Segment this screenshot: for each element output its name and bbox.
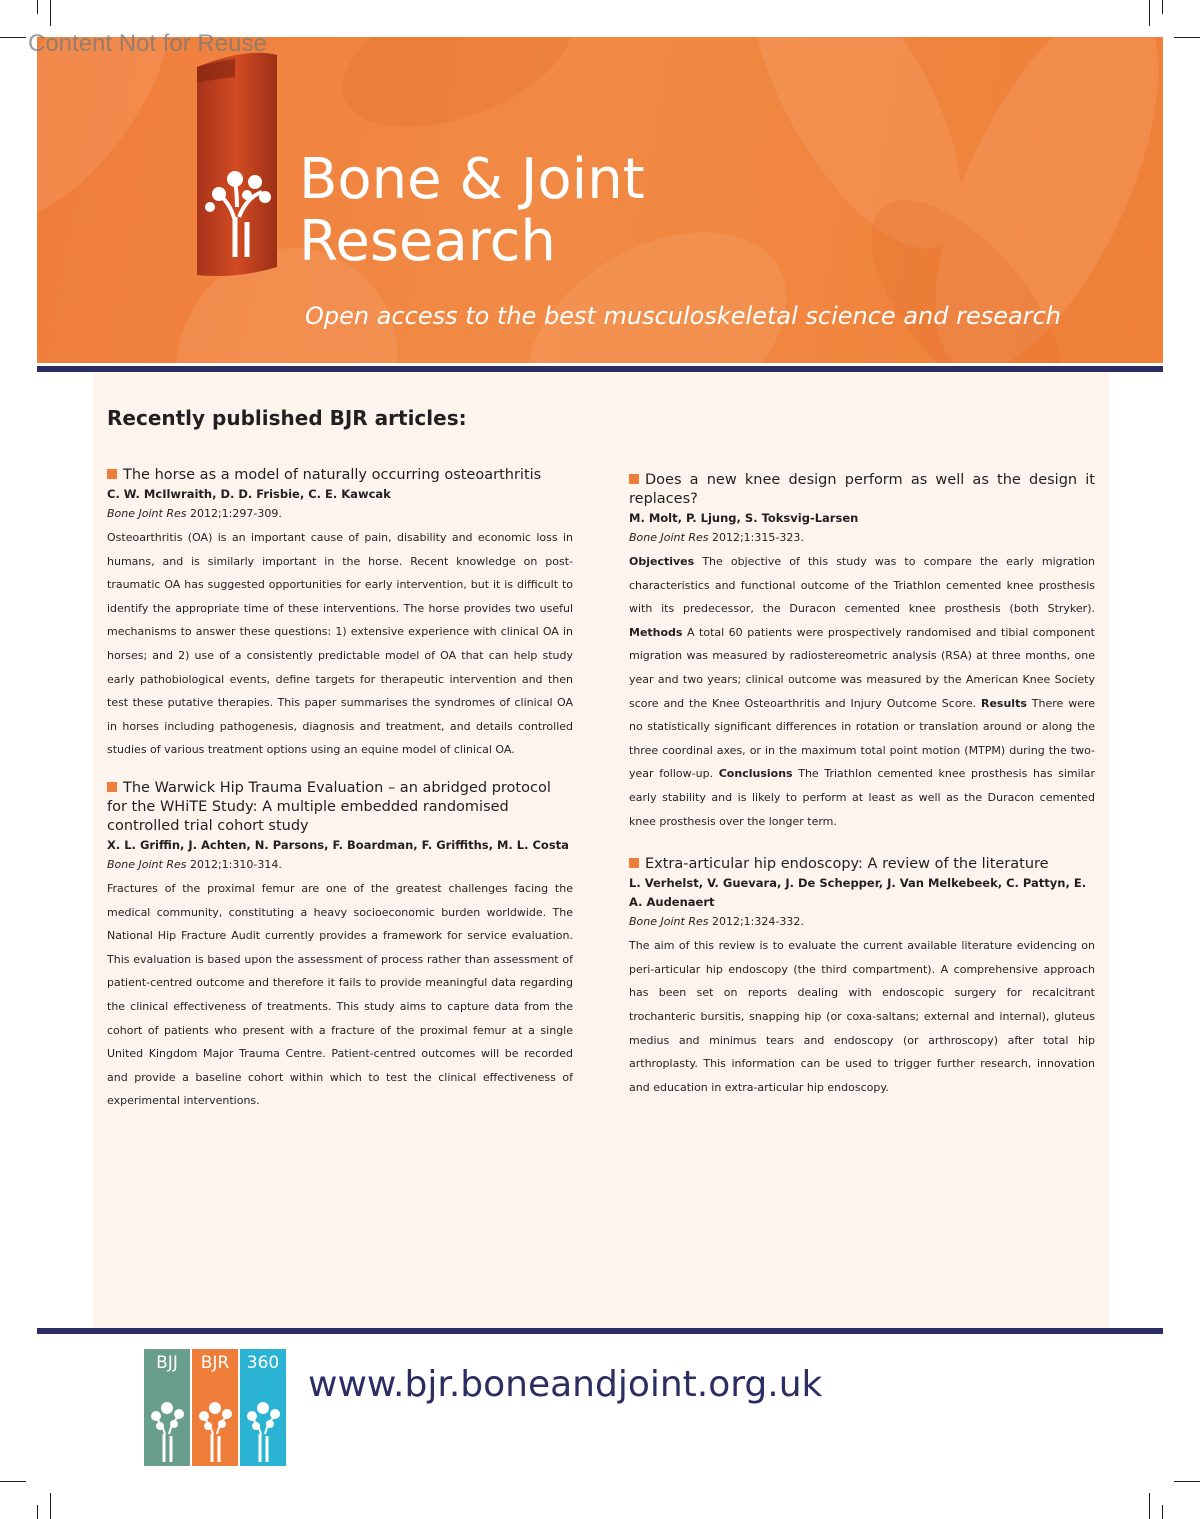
journal-abbrev: Bone Joint Res bbox=[107, 507, 187, 520]
article-abstract: The aim of this review is to evaluate the current available literature evidencing on peri-articular hip endoscopy (the third compartment). A comprehensive approach has been set on reports dealing with endoscopic surgery for recalcitrant trochanteric bursitis, snapping hip (or coxa-saltans; external and internal), gluteus medius and minimus tears and endoscopy (or arthroscopy) after total hip arthroplasty. This information can be used to trigger further research, innovation and education in extra-articular hip endoscopy. bbox=[629, 939, 1095, 1094]
journal-abbrev: Bone Joint Res bbox=[629, 915, 709, 929]
article-title[interactable] bbox=[107, 779, 573, 836]
crop-mark bbox=[37, 0, 38, 14]
article-card bbox=[629, 855, 1095, 1099]
abstract-section-text: There were no statistically significant differences in rotation or translation around or along the three coordinal axes, or in the maximum total point motion (MTPM) during the two-year follow-up. bbox=[629, 696, 1096, 781]
tree-icon bbox=[240, 1394, 286, 1464]
crop-mark bbox=[1174, 1481, 1200, 1482]
abstract-section-label: Methods bbox=[629, 625, 683, 639]
article-abstract: Osteoarthritis (OA) is an important cause of pain, disability and economic loss in humans, and is similarly important in the horse. Recent knowledge on post-traumatic OA has suggested opportunities for early intervention, but it is difficult to identify the appropriate time of these interventions. The horse provides two useful mechanisms to answer these questions: 1) extensive experience with clinical OA in horses; and 2) use of a consistently predictable model of OA that can help study early pathobiological events, define targets for therapeutic intervention and then test these putative therapies. This paper summarises the syndromes of clinical OA in horses including pathogenesis, diagnosis and treatment, and details controlled studies of various treatment options using an equine model of clinical OA. bbox=[107, 531, 573, 757]
article-title-text: Extra-articular hip endoscopy: A review of the literature bbox=[645, 856, 1049, 873]
crop-mark bbox=[1149, 1493, 1150, 1519]
journal-tagline: Open access to the best musculoskeletal science and research bbox=[305, 302, 1061, 330]
crop-mark bbox=[1149, 0, 1150, 26]
abstract-section-label: Results bbox=[981, 696, 1027, 710]
bjj360-logo[interactable] bbox=[240, 1349, 286, 1466]
journal-title-line1: Bone & Joint bbox=[299, 147, 645, 212]
crop-mark bbox=[0, 37, 26, 38]
article-citation bbox=[629, 912, 1095, 931]
article-card bbox=[107, 466, 573, 762]
footer-rule bbox=[37, 1328, 1163, 1334]
article-title-text: The Warwick Hip Trauma Evaluation – an abridged protocol for the WHiTE Study: A multiple embedded randomised controlled trial cohort study bbox=[107, 779, 551, 834]
logo-label: 360 bbox=[246, 1353, 280, 1373]
abstract-section-text: The objective of this study was to compare the early migration characteristics and functional outcome of the Triathlon cemented knee prosthesis with its predecessor, the Duracon cemented knee prosthesis (both Stryker). bbox=[629, 555, 1095, 616]
section-heading: Recently published BJR articles: bbox=[107, 406, 467, 430]
square-bullet-icon bbox=[107, 469, 117, 479]
journal-header-banner bbox=[37, 37, 1163, 363]
abstract-section-label: Conclusions bbox=[718, 767, 793, 781]
article-authors: X. L. Griffin, J. Achten, N. Parsons, F. Boardman, F. Griffiths, M. L. Costa bbox=[107, 837, 569, 852]
crop-mark bbox=[37, 1505, 38, 1519]
square-bullet-icon bbox=[629, 858, 639, 868]
right-column bbox=[629, 471, 1095, 1099]
crop-mark bbox=[1162, 1505, 1163, 1519]
left-column bbox=[107, 466, 573, 1113]
volume-pages: 2012;1:324-332. bbox=[711, 915, 804, 929]
journal-title bbox=[299, 149, 645, 273]
square-bullet-icon bbox=[629, 474, 639, 484]
bjj-logo[interactable] bbox=[144, 1349, 190, 1466]
article-title-text: Does a new knee design perform as well as the design it replaces? bbox=[629, 472, 1095, 507]
logo-label: BJR bbox=[200, 1353, 230, 1373]
article-card bbox=[629, 471, 1095, 833]
watermark: Content Not for Reuse bbox=[28, 30, 267, 57]
article-authors: M. Molt, P. Ljung, S. Toksvig-Larsen bbox=[629, 511, 859, 525]
article-abstract: Fractures of the proximal femur are one of the greatest challenges facing the medical community, constituting a heavy socioeconomic burden worldwide. The National Hip Fracture Audit currently provides a framework for service evaluation. This evaluation is based upon the assessment of process rather than assessment of patient-centred outcome and therefore it fails to provide meaningful data regarding the clinical effectiveness of treatments. This study aims to capture data from the cohort of patients who present with a fracture of the proximal femur at a single United Kingdom Major Trauma Centre. Patient-centred outcomes will be recorded and provide a baseline cohort within which to test the clinical effectiveness of experimental interventions. bbox=[107, 881, 573, 1108]
abstract-section-label: Objectives bbox=[629, 555, 695, 568]
volume-pages: 2012;1:310-314. bbox=[189, 857, 282, 871]
article-card bbox=[107, 779, 573, 1113]
crop-mark bbox=[0, 1481, 26, 1482]
logo-label: BJJ bbox=[156, 1353, 178, 1373]
journal-title-line2: Research bbox=[299, 209, 556, 274]
square-bullet-icon bbox=[107, 782, 117, 792]
journal-abbrev: Bone Joint Res bbox=[629, 531, 709, 544]
bjr-logo[interactable] bbox=[192, 1349, 238, 1466]
bjr-ribbon-logo bbox=[177, 47, 287, 287]
crop-mark bbox=[50, 0, 51, 26]
abstract-section-text: The Triathlon cemented knee prosthesis has similar early stability and is likely to perform at least as well as the Duracon cemented knee prosthesis over the longer term. bbox=[629, 767, 1095, 828]
journal-abbrev: Bone Joint Res bbox=[107, 857, 187, 871]
article-title[interactable] bbox=[107, 466, 573, 485]
article-title[interactable] bbox=[629, 855, 1095, 874]
crop-mark bbox=[1162, 0, 1163, 14]
volume-pages: 2012;1:297-309. bbox=[189, 507, 282, 520]
crop-mark bbox=[50, 1493, 51, 1519]
article-citation bbox=[107, 855, 573, 874]
tree-icon bbox=[192, 1394, 238, 1464]
article-title[interactable] bbox=[629, 471, 1095, 509]
tree-icon bbox=[144, 1394, 190, 1464]
article-citation bbox=[629, 528, 1095, 547]
article-authors: L. Verhelst, V. Guevara, J. De Schepper, J. Van Melkebeek, C. Pattyn, E. A. Audenaert bbox=[629, 876, 1087, 910]
article-title-text: The horse as a model of naturally occurring osteoarthritis bbox=[123, 467, 542, 483]
article-authors: C. W. McIlwraith, D. D. Frisbie, C. E. Kawcak bbox=[107, 487, 391, 501]
article-abstract bbox=[629, 550, 1095, 833]
journal-url-link[interactable]: www.bjr.boneandjoint.org.uk bbox=[308, 1364, 823, 1405]
abstract-section-text: A total 60 patients were prospectively randomised and tibial component migration was measured by radiostereometric analysis (RSA) at three months, one year and two years; clinical outcome was measured by the American Knee Society score and the Knee Osteoarthritis and Injury Outcome Score. bbox=[629, 625, 1095, 710]
article-citation bbox=[107, 504, 573, 523]
crop-mark bbox=[1174, 37, 1200, 38]
volume-pages: 2012;1:315-323. bbox=[711, 531, 804, 544]
